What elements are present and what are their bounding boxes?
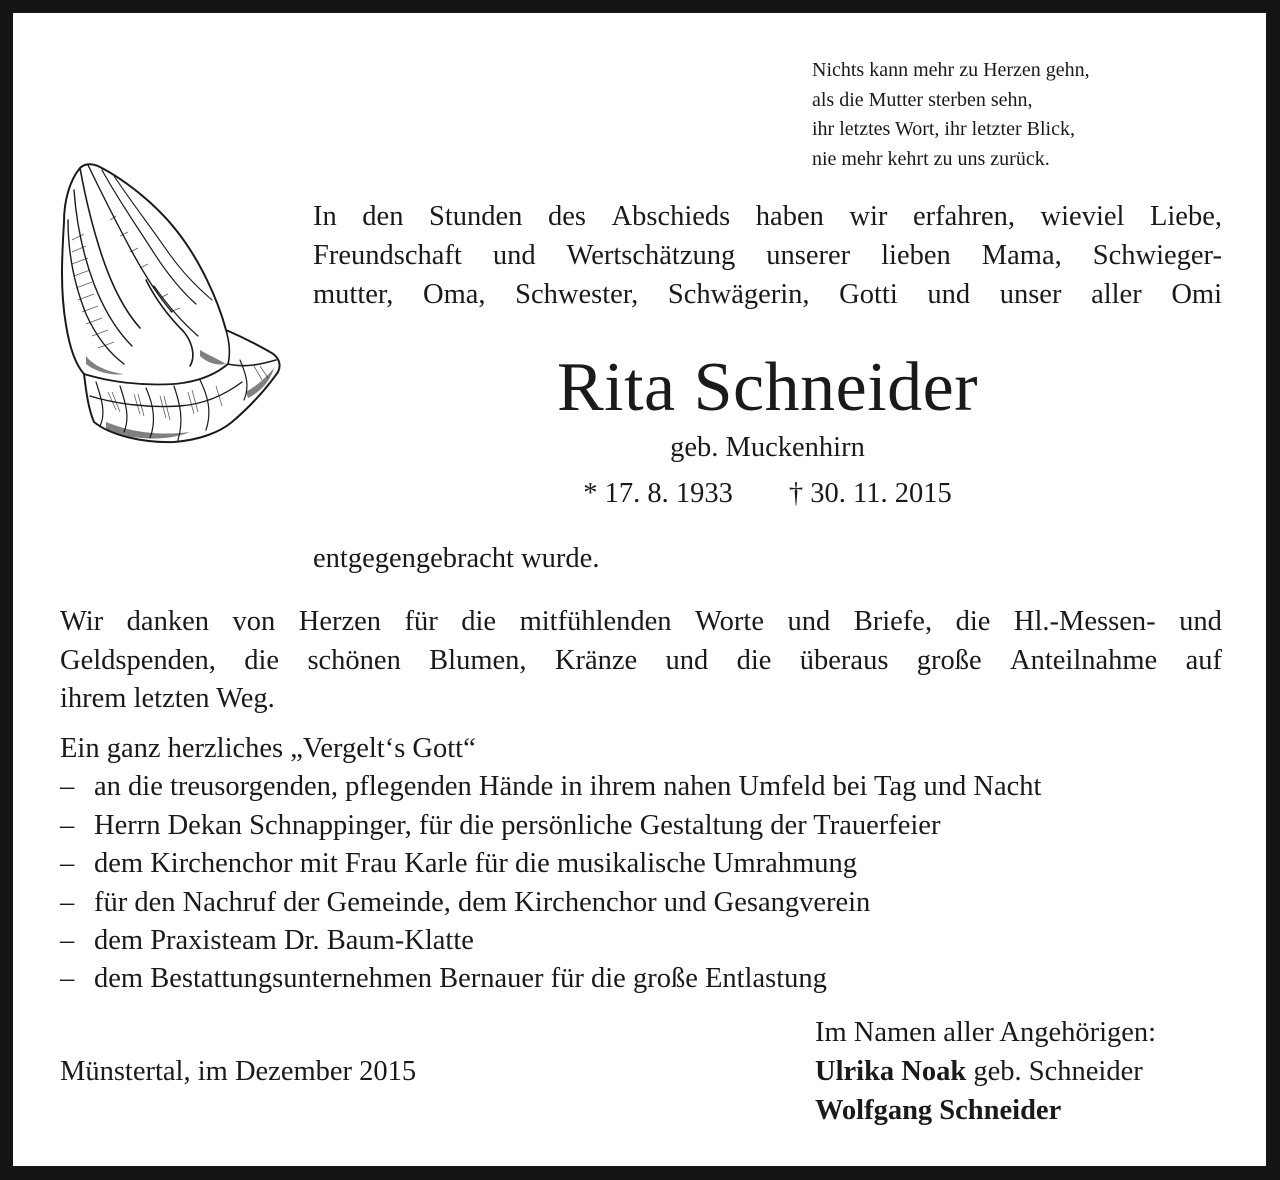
word: und xyxy=(665,644,709,676)
word: Briefe, xyxy=(853,606,933,637)
word: Worte xyxy=(695,606,764,637)
dash-bullet: – xyxy=(60,771,75,803)
poem-line: Nichts kann mehr zu Herzen gehn, xyxy=(812,59,1090,81)
word: Oma, xyxy=(423,279,486,310)
thanks-line xyxy=(60,642,1222,681)
signatory-name: Ulrika Noak xyxy=(815,1056,967,1087)
word: Liebe, xyxy=(1149,201,1222,232)
deceased-name: Rita Schneider xyxy=(556,349,979,426)
list-item xyxy=(60,884,1222,922)
word: Anteilnahme xyxy=(1010,644,1158,676)
word: unser xyxy=(999,279,1062,310)
word: erfahren, xyxy=(912,201,1015,232)
word: die xyxy=(736,644,772,676)
word: und xyxy=(1179,606,1222,637)
thanks-line: ihrem letzten Weg. xyxy=(60,683,275,714)
signatory xyxy=(815,1091,1156,1130)
word: Schwägerin, xyxy=(667,279,810,310)
word: Kränze xyxy=(554,644,638,676)
list-item xyxy=(60,845,1222,883)
dash-bullet: – xyxy=(60,886,75,918)
word: Geldspenden, xyxy=(60,644,216,676)
word: Stunden xyxy=(429,201,523,232)
praying-hands-icon xyxy=(50,160,285,450)
list-item xyxy=(60,807,1222,845)
word: die xyxy=(461,606,497,637)
vergelts-gott-list xyxy=(60,730,1222,999)
signatory-name: Wolfgang Schneider xyxy=(815,1095,1062,1126)
word: wir xyxy=(849,201,888,232)
word: und xyxy=(927,279,971,310)
life-dates xyxy=(313,474,1222,514)
word: den xyxy=(362,201,404,232)
word: Schwieger- xyxy=(1092,240,1222,271)
word: für xyxy=(404,606,438,637)
thanks-line xyxy=(60,603,1222,642)
word: auf xyxy=(1185,644,1222,676)
word: mitfühlenden xyxy=(519,606,672,637)
vergelts-heading: Ein ganz herzliches „Vergelt‘s Gott“ xyxy=(60,733,476,764)
word: des xyxy=(547,201,586,232)
word: Mama, xyxy=(981,240,1062,271)
poem-line: nie mehr kehrt zu uns zurück. xyxy=(812,147,1050,170)
word: Omi xyxy=(1171,279,1222,310)
signature-block xyxy=(815,1013,1156,1130)
list-item-text: für den Nachruf der Gemeinde, dem Kirchenchor und Gesangverein xyxy=(94,886,871,918)
word: mutter, xyxy=(313,279,394,310)
intro-closing: entgegengebracht wurde. xyxy=(313,543,600,574)
list-item xyxy=(60,960,1222,998)
signatory xyxy=(815,1052,1156,1091)
list-item-text: dem Praxisteam Dr. Baum-Klatte xyxy=(94,924,474,956)
poem-line: als die Mutter sterben sehn, xyxy=(812,88,1033,111)
place-date: Münstertal, im Dezember 2015 xyxy=(60,1056,417,1087)
maiden-name: geb. Muckenhirn xyxy=(670,432,865,463)
word: schönen xyxy=(307,644,401,676)
poem-line: ihr letztes Wort, ihr letzter Blick, xyxy=(812,118,1075,140)
list-item-text: an die treusorgenden, pflegenden Hände in ihrem nahen Umfeld bei Tag und Nacht xyxy=(94,771,1042,803)
word: Wir xyxy=(60,606,104,637)
word: von xyxy=(232,606,276,637)
intro-line xyxy=(313,197,1222,236)
word: Schwester, xyxy=(515,279,639,310)
word: die xyxy=(955,606,991,637)
intro-line xyxy=(313,275,1222,314)
word: überaus xyxy=(799,644,889,676)
birth-date: * 17. 8. 1933 xyxy=(583,478,733,509)
list-item-text: dem Bestattungsunternehmen Bernauer für die große Entlastung xyxy=(94,963,827,995)
dash-bullet: – xyxy=(60,924,75,956)
word: die xyxy=(244,644,280,676)
word: In xyxy=(313,201,337,232)
intro-paragraph xyxy=(313,197,1222,314)
signatory-suffix: geb. Schneider xyxy=(966,1056,1143,1087)
death-date: † 30. 11. 2015 xyxy=(788,478,952,509)
thanks-paragraph xyxy=(60,603,1222,719)
list-item-text: dem Kirchenchor mit Frau Karle für die musikalische Umrahmung xyxy=(94,848,857,880)
intro-line xyxy=(313,236,1222,275)
word: lieben xyxy=(881,240,951,271)
word: Blumen, xyxy=(429,644,527,676)
signature-intro: Im Namen aller Angehörigen: xyxy=(815,1017,1157,1048)
dash-bullet: – xyxy=(60,963,75,995)
word: Hl.-Messen- xyxy=(1013,606,1156,637)
word: Abschieds xyxy=(611,201,731,232)
word: Herzen xyxy=(298,606,382,637)
word: unserer xyxy=(766,240,851,271)
word: große xyxy=(916,644,982,676)
poem-block xyxy=(812,56,1090,174)
list-item-text: Herrn Dekan Schnappinger, für die persönliche Gestaltung der Trauerfeier xyxy=(94,809,941,841)
word: Freundschaft xyxy=(313,240,462,271)
word: danken xyxy=(126,606,209,637)
word: und xyxy=(492,240,536,271)
word: Gotti xyxy=(839,279,898,310)
list-item xyxy=(60,922,1222,960)
list-item xyxy=(60,768,1222,806)
word: Wertschätzung xyxy=(566,240,736,271)
word: wieviel xyxy=(1040,201,1125,232)
dash-bullet: – xyxy=(60,809,75,841)
word: aller xyxy=(1091,279,1142,310)
dash-bullet: – xyxy=(60,848,75,880)
word: und xyxy=(787,606,831,637)
word: haben xyxy=(755,201,824,232)
